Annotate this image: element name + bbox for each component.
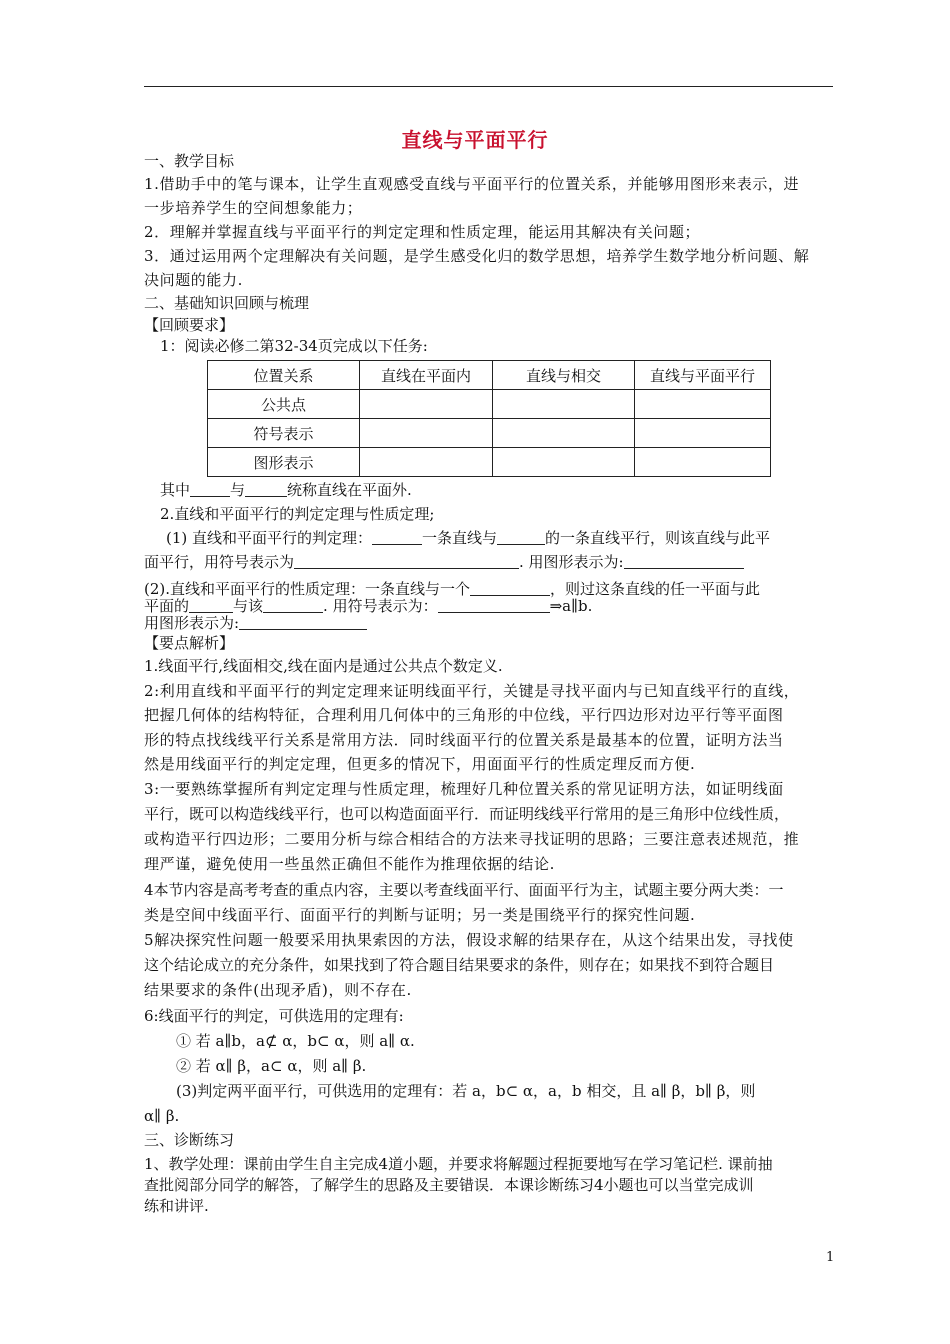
table-header-row bbox=[208, 361, 771, 390]
practice-line: 查批阅部分同学的解答，了解学生的思路及主要错误．本课诊断练习4小题也可以当堂完成训 bbox=[144, 1176, 754, 1194]
header-rule bbox=[144, 86, 833, 87]
position-relation-table bbox=[207, 360, 771, 477]
text-fragment: 统称直线在平面外. bbox=[287, 481, 412, 499]
text-fragment: ，则过这条直线的任一平面与此 bbox=[550, 580, 761, 598]
goal-line: 1.借助手中的笔与课本，让学生直观感受直线与平面平行的位置关系，并能够用图形来表示，进 bbox=[144, 175, 800, 193]
table-header-cell: 位置关系 bbox=[208, 361, 360, 390]
table-cell bbox=[493, 448, 635, 477]
text-fragment: 一条直线与 bbox=[422, 529, 498, 547]
blank-line bbox=[438, 598, 550, 613]
text-fragment: 其中 bbox=[160, 481, 191, 499]
theorem-line: (3)判定两平面平行，可供选用的定理有：若 a，b⊂ α，a，b 相交，且 a∥ β，b∥ β，则 bbox=[176, 1082, 756, 1100]
table-header-cell: 直线与相交 bbox=[493, 361, 635, 390]
key-point-line: 3:一要熟练掌握所有判定定理与性质定理，梳理好几种位置关系的常见证明方法，如证明线面 bbox=[144, 780, 784, 798]
key-point-line: 类是空间中线面平行、面面平行的判断与证明；另一类是围绕平行的探究性问题. bbox=[144, 906, 696, 924]
text-fragment: 的一条直线平行，则该直线与此平 bbox=[545, 529, 771, 547]
blank-line bbox=[190, 482, 230, 497]
text-fragment: 面平行，用符号表示为 bbox=[144, 553, 295, 571]
blank-line bbox=[470, 581, 550, 596]
key-point-line: 平行，既可以构造线线平行，也可以构造面面平行．而证明线线平行常用的是三角形中位线性质， bbox=[144, 805, 790, 823]
table-row bbox=[208, 390, 771, 419]
blank-line bbox=[189, 598, 233, 613]
table-cell bbox=[493, 419, 635, 448]
practice-line: 1、教学处理：课前由学生自主完成4道小题，并要求将解题过程扼要地写在学习笔记栏. 课前抽 bbox=[144, 1155, 773, 1173]
table-cell bbox=[360, 390, 493, 419]
theorem-line: α∥ β. bbox=[144, 1107, 180, 1125]
text-fragment: (1) 直线和平面平行的判定理： bbox=[166, 529, 373, 547]
key-point-line: 形的特点找线线平行关系是常用方法．同时线面平行的位置关系是最基本的位置，证明方法当 bbox=[144, 731, 784, 749]
blank-line bbox=[239, 615, 367, 630]
key-point-line: 或构造平行四边形；二要用分析与综合相结合的方法来寻找证明的思路；三要注意表述规范，推 bbox=[144, 830, 800, 848]
table-cell bbox=[493, 390, 635, 419]
table-header-cell: 直线与平面平行 bbox=[635, 361, 771, 390]
table-cell bbox=[360, 448, 493, 477]
theorem-line: ② 若 α∥ β，a⊂ α，则 a∥ β. bbox=[176, 1057, 367, 1075]
blank-line bbox=[245, 482, 287, 497]
practice-line: 练和讲评. bbox=[144, 1197, 209, 1215]
key-point-line: 6:线面平行的判定，可供选用的定理有: bbox=[144, 1007, 404, 1025]
text-fragment: 平面的 bbox=[144, 597, 190, 615]
page-title: 直线与平面平行 bbox=[401, 128, 549, 152]
table-cell bbox=[635, 448, 771, 477]
key-point-line: 理严谨，避免使用一些虽然正确但不能作为推理依据的结论. bbox=[144, 855, 555, 873]
subsection-heading: 【回顾要求】 bbox=[144, 316, 235, 334]
table-cell: 图形表示 bbox=[208, 448, 360, 477]
table-cell bbox=[360, 419, 493, 448]
key-point-line: 把握几何体的结构特征，合理利用几何体中的三角形的中位线，平行四边形对边平行等平面图 bbox=[144, 706, 784, 724]
key-point-line: 2:利用直线和平面平行的判定定理来证明线面平行，关键是寻找平面内与已知直线平行的直线， bbox=[144, 682, 800, 700]
section-heading: 二、基础知识回顾与梳理 bbox=[144, 294, 310, 312]
key-point-line: 这个结论成立的充分条件，如果找到了符合题目结果要求的条件，则存在；如果找不到符合题目 bbox=[144, 956, 775, 974]
text-fragment: 与该 bbox=[233, 597, 264, 615]
text-fragment: 与 bbox=[230, 481, 246, 499]
blank-line bbox=[497, 530, 545, 545]
table-row bbox=[208, 448, 771, 477]
text-fragment: 用图形表示为: bbox=[144, 614, 240, 632]
section-heading: 三、诊断练习 bbox=[144, 1131, 235, 1149]
table-header-cell: 直线在平面内 bbox=[360, 361, 493, 390]
blank-line bbox=[372, 530, 422, 545]
fill-blank-line bbox=[144, 597, 592, 615]
fill-blank-line bbox=[160, 481, 412, 499]
key-point-line: 结果要求的条件(出现矛盾)，则不存在. bbox=[144, 981, 412, 999]
table-cell: 公共点 bbox=[208, 390, 360, 419]
key-point-line: 5解决探究性问题一般要采用执果索因的方法，假设求解的结果存在，从这个结果出发，寻找使 bbox=[144, 931, 794, 949]
task-line: 2.直线和平面平行的判定定理与性质定理; bbox=[160, 505, 435, 523]
page-number: 1 bbox=[826, 1250, 835, 1265]
table-row bbox=[208, 419, 771, 448]
goal-line: 3．通过运用两个定理解决有关问题，是学生感受化归的数学思想，培养学生数学地分析问题、解 bbox=[144, 247, 810, 265]
text-fragment: ⇒a∥b. bbox=[549, 597, 593, 615]
section-heading: 一、教学目标 bbox=[144, 152, 235, 170]
text-fragment: (2).直线和平面平行的性质定理：一条直线与一个 bbox=[144, 580, 471, 598]
key-point-line: 然是用线面平行的判定定理，但更多的情况下，用面面平行的性质定理反而方便. bbox=[144, 755, 696, 773]
key-point-line: 4本节内容是高考考查的重点内容，主要以考查线面平行、面面平行为主，试题主要分两大类：一 bbox=[144, 881, 784, 899]
blank-line bbox=[624, 554, 744, 569]
fill-blank-line bbox=[144, 614, 367, 632]
blank-line bbox=[294, 554, 519, 569]
task-line: 1：阅读必修二第32-34页完成以下任务: bbox=[160, 337, 428, 355]
table-cell: 符号表示 bbox=[208, 419, 360, 448]
text-fragment: . 用符号表示为： bbox=[323, 597, 438, 615]
goal-line: 2．理解并掌握直线与平面平行的判定定理和性质定理，能运用其解决有关问题； bbox=[144, 223, 701, 241]
table-cell bbox=[635, 390, 771, 419]
fill-blank-line bbox=[144, 553, 744, 571]
goal-line: 决问题的能力. bbox=[144, 271, 243, 289]
table-cell bbox=[635, 419, 771, 448]
text-fragment: . 用图形表示为: bbox=[519, 553, 624, 571]
key-point-line: 1.线面平行,线面相交,线在面内是通过公共点个数定义. bbox=[144, 657, 503, 675]
fill-blank-line bbox=[144, 580, 760, 598]
blank-line bbox=[263, 598, 323, 613]
fill-blank-line bbox=[166, 529, 770, 547]
subsection-heading: 【要点解析】 bbox=[144, 634, 235, 652]
theorem-line: ① 若 a∥b，a⊄ α，b⊂ α，则 a∥ α. bbox=[176, 1032, 415, 1050]
goal-line: 一步培养学生的空间想象能力； bbox=[144, 199, 363, 217]
